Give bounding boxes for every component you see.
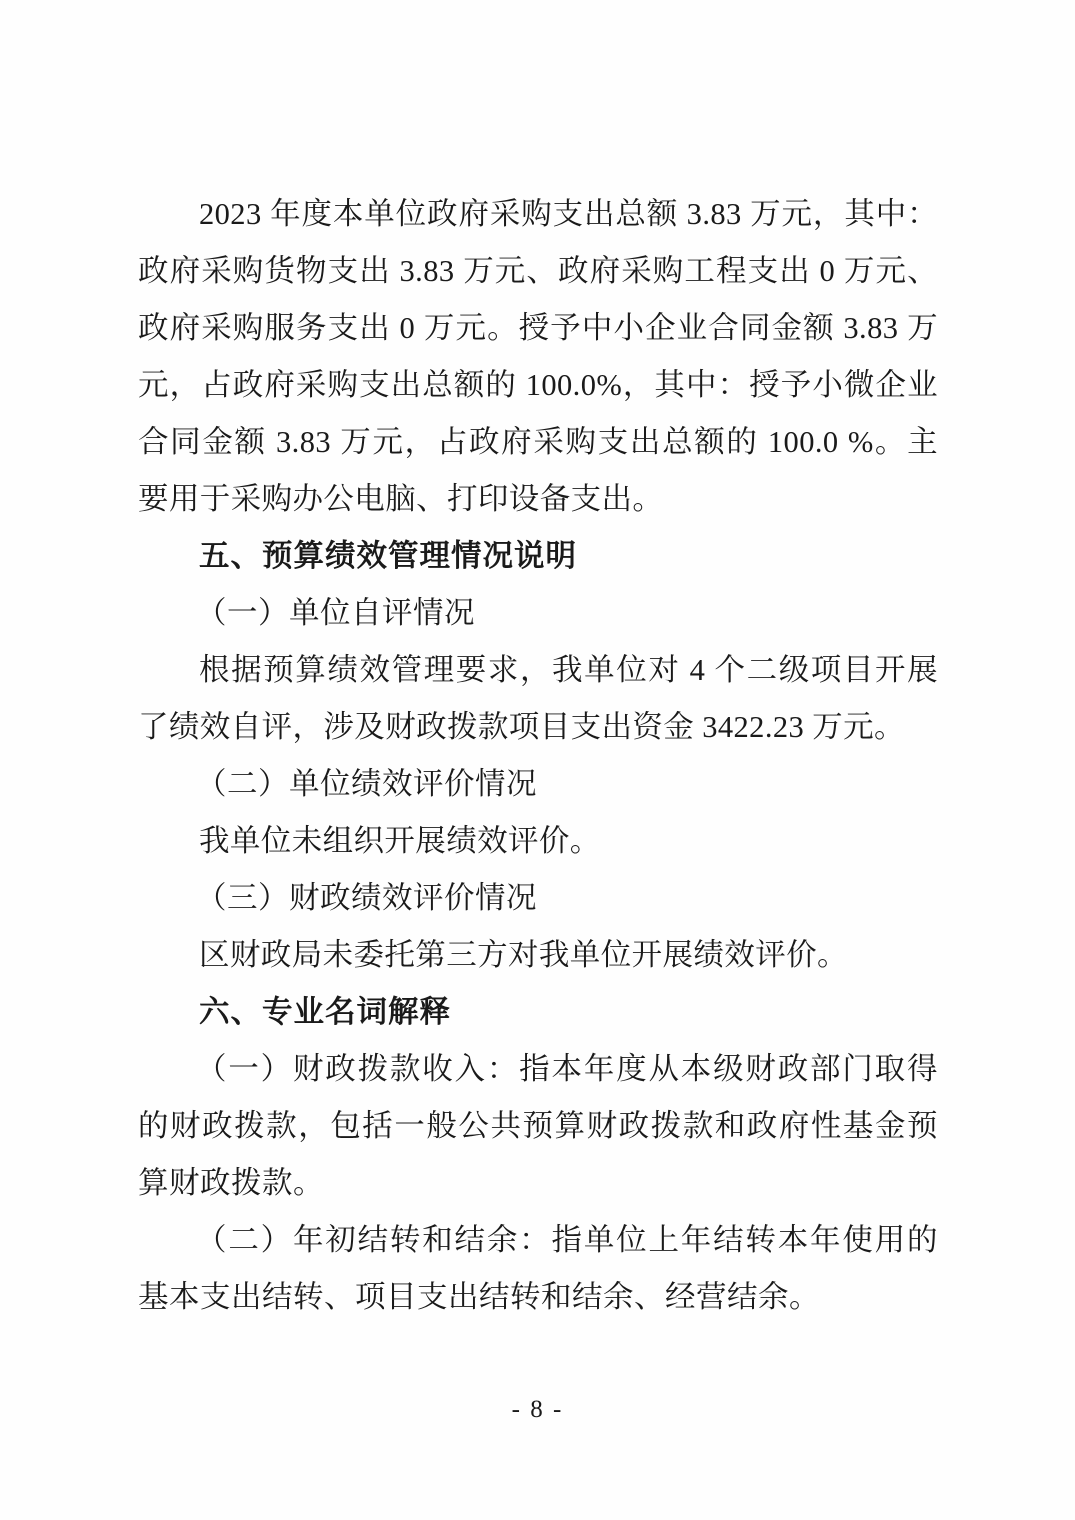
heading-section-five-sub-one: （一）单位自评情况: [196, 596, 475, 631]
paragraph-section-six-sub-one: （一）财政拨款收入：指本年度从本级财政部门取得的财政拨款，包括一般公共预算财政拨款和政府性基金预算财政拨款。: [138, 1052, 938, 1201]
paragraph-section-five-sub-three: 区财政局未委托第三方对我单位开展绩效评价。: [199, 938, 848, 972]
document-body: [138, 186, 938, 1326]
paragraph-section-five-sub-two: 我单位未组织开展绩效评价。: [199, 824, 601, 858]
heading-section-five-sub-two: （二）单位绩效评价情况: [196, 767, 537, 802]
heading-section-five-sub-three: （三）财政绩效评价情况: [196, 881, 537, 916]
paragraph-section-five-sub-one: 根据预算绩效管理要求，我单位对 4 个二级项目开展了绩效自评，涉及财政拨款项目支出资金 3422.23 万元。: [138, 653, 938, 744]
heading-section-five: 五、预算绩效管理情况说明: [199, 538, 577, 574]
heading-section-six: 六、专业名词解释: [199, 994, 451, 1030]
page-number: - 8 -: [511, 1396, 564, 1423]
paragraph-section-six-sub-two: （二）年初结转和结余：指单位上年结转本年使用的基本支出结转、项目支出结转和结余、经营结余。: [138, 1223, 938, 1315]
paragraph-procurement: 2023 年度本单位政府采购支出总额 3.83 万元，其中：政府采购货物支出 3.83 万元、政府采购工程支出 0 万元、政府采购服务支出 0 万元。授予中小企业合同金额 3.83 万元，占政府采购支出总额的 100.0%，其中：授予小微企业合同金额 3.83 万元，占政府采购支出总额的 100.0 %。主要用于采购办公电脑、打印设备支出。: [138, 197, 938, 516]
